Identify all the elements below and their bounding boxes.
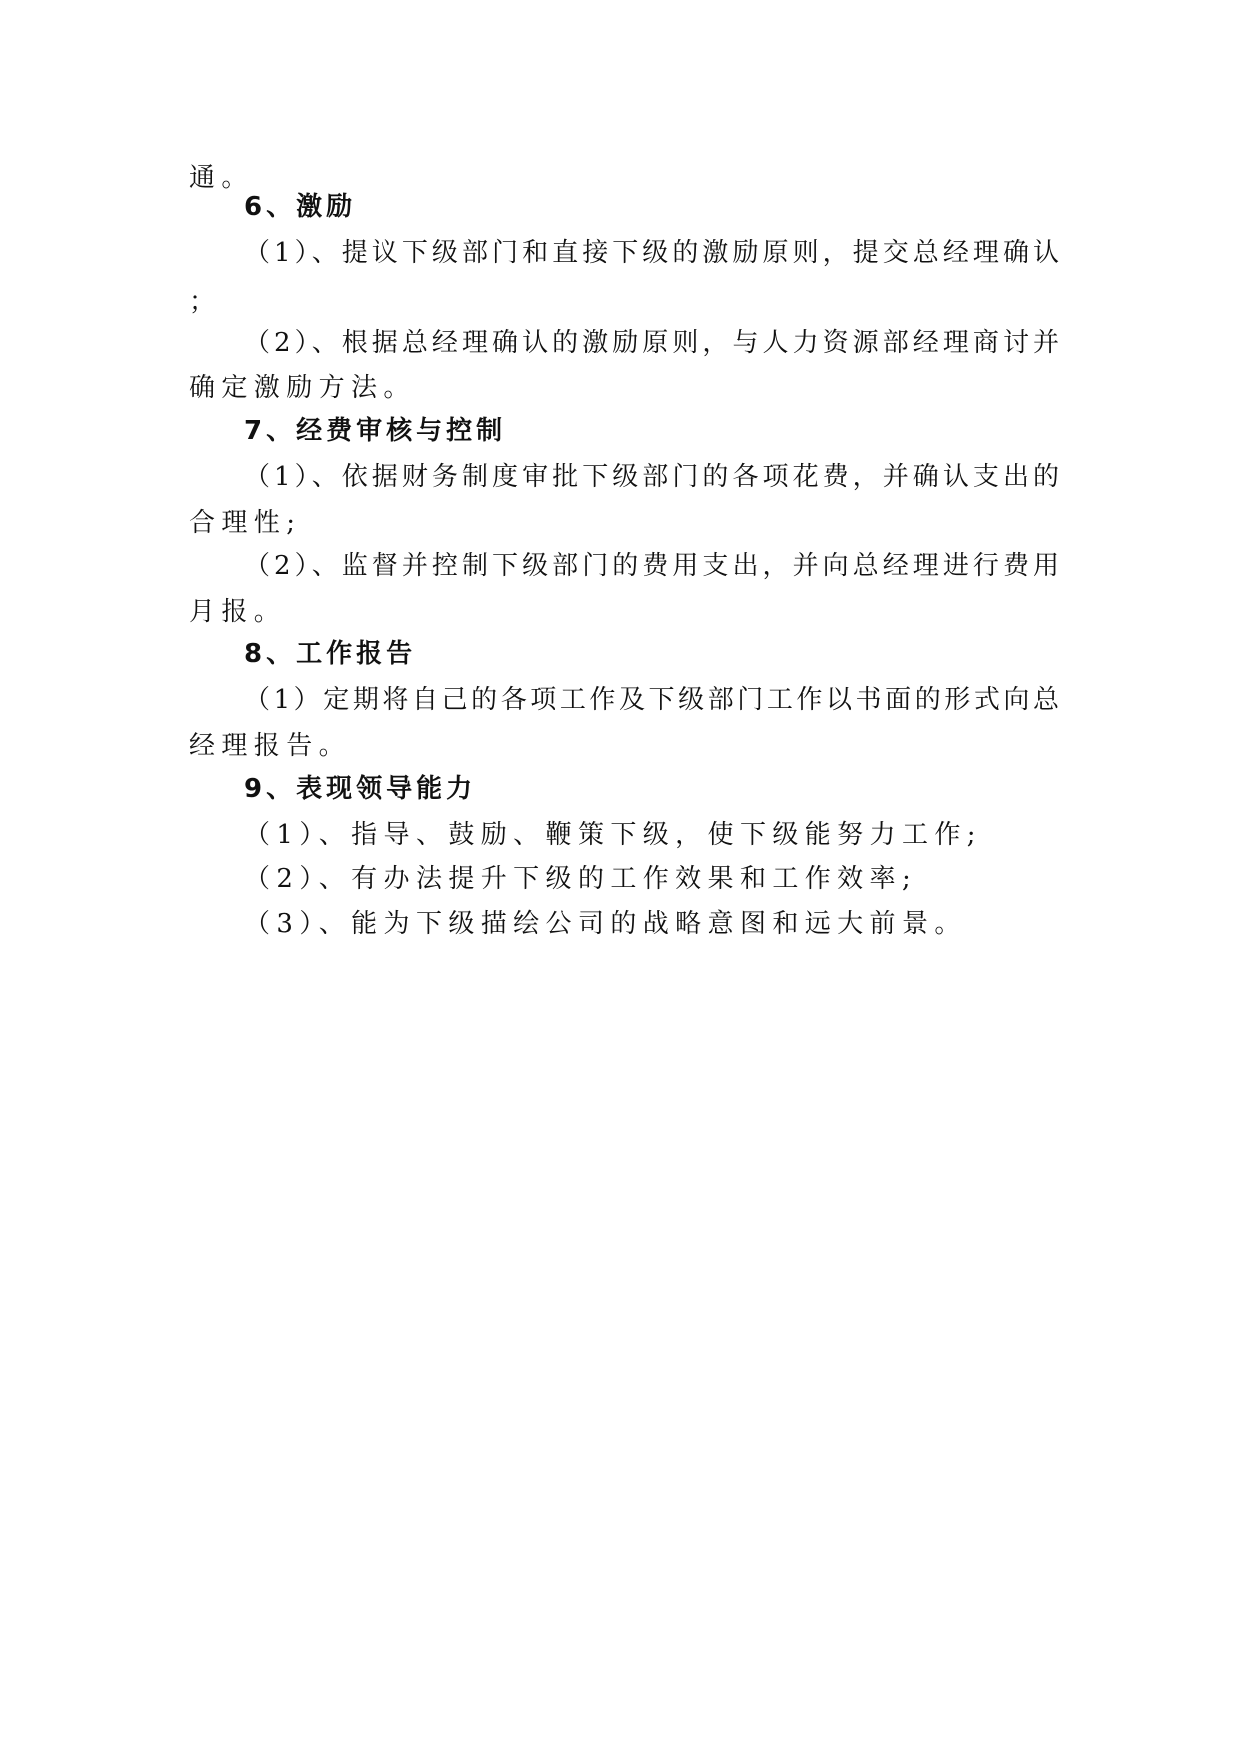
body-text-line: （2）、根据总经理确认的激励原则，与人力资源部经理商讨并	[244, 328, 1059, 358]
body-text-line: （1）、依据财务制度审批下级部门的各项花费，并确认支出的	[244, 462, 1059, 492]
body-text-line: （1）、指导、鼓励、鞭策下级，使下级能努力工作;	[244, 820, 982, 850]
section-heading-7: 7、经费审核与控制	[244, 416, 507, 446]
body-text-line: （2）、有办法提升下级的工作效果和工作效率;	[244, 864, 918, 894]
body-text-line: 合理性;	[189, 508, 302, 538]
section-heading-9: 9、表现领导能力	[244, 774, 477, 804]
body-text-line: 确定激励方法。	[189, 373, 416, 403]
body-text-line: （1）定期将自己的各项工作及下级部门工作以书面的形式向总	[244, 685, 1059, 715]
body-text-line: （2）、监督并控制下级部门的费用支出，并向总经理进行费用	[244, 551, 1059, 581]
body-text-line: ；	[189, 287, 222, 317]
body-text-line: 月报。	[189, 597, 287, 627]
section-heading-8: 8、工作报告	[244, 639, 417, 669]
body-text-line: （1）、提议下级部门和直接下级的激励原则，提交总经理确认	[244, 238, 1059, 268]
body-text-line: 通。	[189, 163, 254, 193]
section-heading-6: 6、激励	[244, 192, 357, 222]
body-text-line: 经理报告。	[189, 731, 352, 761]
body-text-line: （3）、能为下级描绘公司的战略意图和远大前景。	[244, 909, 967, 939]
